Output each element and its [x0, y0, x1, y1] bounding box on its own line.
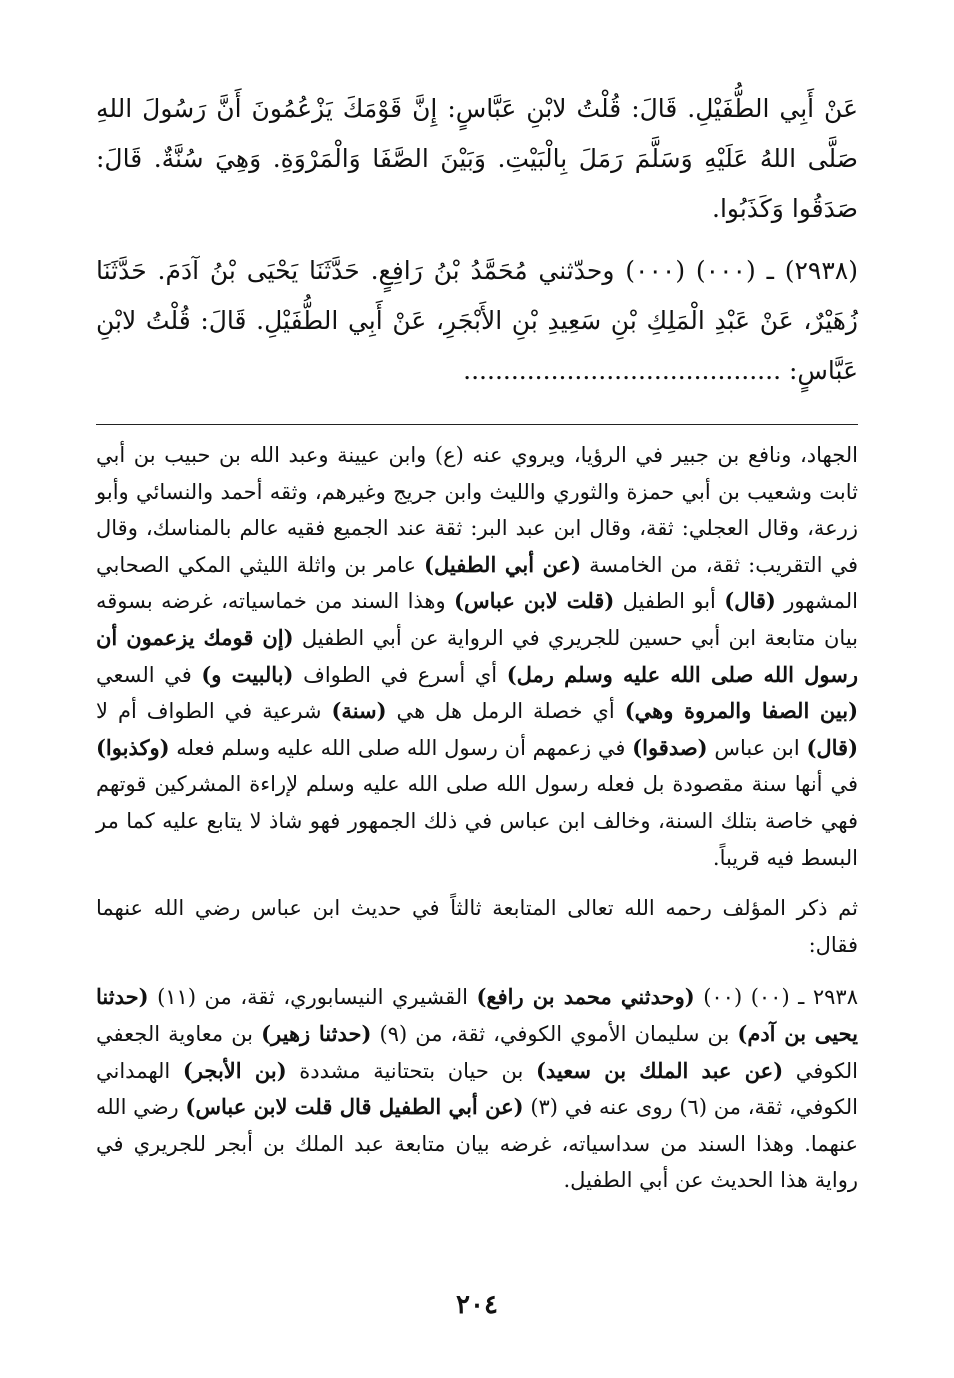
bold-phrase: (قال) [724, 588, 776, 614]
text-run: أبو الطفيل [614, 589, 725, 614]
text-run: في أنها سنة مقصودة بل فعله رسول الله صلى الله عليه وسلم لإراءة المشركين قوتهم فهي خاصة بتلك السنة، وخالف ابن عباس في ذلك الجمهور فهو شاذ لا يتابع عليه كما مر البسط فيه قريباً. [96, 772, 858, 870]
text-run: ٢٩٣٨ ـ (٠٠) (٠٠) [694, 985, 858, 1010]
text-run: القشيري النيسابوري، ثقة، من (١١) [148, 985, 477, 1010]
text-run: شرعية في الطواف أم لا [96, 699, 332, 724]
bold-phrase: (صدقوا) [632, 734, 708, 760]
bold-phrase: (بن الأبجر) [182, 1057, 287, 1083]
hadith-paragraph-2: (٢٩٣٨) ـ (٠٠٠) (٠٠٠) وحدّثني مُحَمَّدُ بْنُ رَافِعٍ. حَدَّثَنَا يَحْيَى بْنُ آدَمَ. حَدَّثَنَا زُهَيْرٌ، عَنْ عَبْدِ الْمَلِكِ بْنِ سَعِيدِ بْنِ الأَبْجَرِ، عَنْ أَبِي الطُّفَيْلِ. قَالَ: قُلْتُ لابْنِ عَبَّاسٍ: ........................................ [96, 256, 858, 385]
text-run: أي خصلة الرمل هل هي [386, 699, 625, 724]
text-run: وهذا السند من خماسياته، غرضه بسوقه بيان متابعة ابن أبي حسين للجريري في الرواية عن أبي الطفيل [96, 589, 858, 650]
hadith-text [96, 84, 858, 396]
bold-phrase: (سنة) [331, 698, 387, 724]
text-run: رضي الله عنهما. وهذا السند من سداسياته، غرضه بيان متابعة عبد الملك بن أبجر للجريري في رواية هذا الحديث عن أبي الطفيل. [96, 1095, 858, 1193]
text-run: بن حيان بتحتانية مشددة [286, 1058, 536, 1083]
bold-phrase: (عن عبد الملك بن سعيد) [535, 1057, 784, 1083]
text-run: ابن عباس [707, 735, 807, 760]
bold-phrase: (حدثنا زهير) [261, 1020, 372, 1046]
page-number: ٢٠٤ [456, 1290, 498, 1320]
commentary-paragraph-2: ثم ذكر المؤلف رحمه الله تعالى المتابعة ثالثاً في حديث ابن عباس رضي الله عنهما فقال: [96, 896, 858, 957]
text-run: بن سليمان الأموي الكوفي، ثقة، من (٩) [371, 1021, 738, 1046]
bold-phrase: (إن قومك يزعمون أن رسول الله صلى الله عليه وسلم رمل) [96, 624, 858, 687]
bold-phrase: (حدثنا يحيى بن آدم) [96, 984, 858, 1046]
text-run: أي أسرع في الطواف [293, 662, 507, 687]
text-run: في زعمهم أن رسول الله صلى الله عليه وسلم فعله [169, 735, 633, 760]
text-run: عامر بن واثلة الليثي المكي الصحابي المشهور [96, 552, 858, 614]
commentary [96, 437, 858, 1199]
bold-phrase: (قال) [806, 734, 859, 760]
commentary-paragraph-1 [96, 437, 858, 876]
bold-phrase: (قلت لابن عباس) [454, 588, 615, 614]
text-run: بن معاوية الجعفي الكوفي [96, 1021, 858, 1083]
bold-phrase: (عن أبي الطفيل) [424, 551, 582, 577]
bold-phrase: (عن أبي الطفيل قال قلت لابن عباس) [185, 1094, 524, 1120]
bold-phrase: (بين الصفا والمروة وهي) [624, 698, 859, 724]
text-run: الجهاد، ونافع بن جبير في الرؤيا، ويروي عنه (ع) وابن عيينة وعبد الله بن حبيب بن أبي ثابت وشعيب بن أبي حمزة والثوري والليث وابن جريج وغيرهم، وثقه أحمد والنسائي وأبو زرعة، وقال العجلي: ثقة، وقال ابن عبد البر: ثقة عند الجميع فقيه عالم بالمناسك، وقال في التقريب: ثقة، من الخامسة [96, 443, 858, 577]
bold-phrase: (وكذبوا) [96, 734, 170, 760]
hadith-paragraph-1: عَنْ أَبِي الطُّفَيْلِ. قَالَ: قُلْتُ لابْنِ عَبَّاسٍ: إِنَّ قَوْمَكَ يَزْعُمُونَ أَنَّ رَسُولَ اللهِ صَلَّى اللهُ عَلَيْهِ وَسَلَّمَ رَمَلَ بِالْبَيْتِ. وَبَيْنَ الصَّفَا وَالْمَرْوَةِ. وَهِيَ سُنَّةٌ. قَالَ: صَدَقُوا وَكَذَبُوا. [96, 94, 858, 223]
bold-phrase: (بالبيت و) [201, 661, 294, 687]
separator-line [96, 424, 858, 425]
text-run: الهمداني الكوفي، ثقة، من (٦) روى عنه في (٣) [96, 1058, 858, 1120]
commentary-paragraph-3 [96, 979, 858, 1199]
text-run: في السعي [96, 662, 202, 687]
bold-phrase: (وحدثني محمد بن رافع) [476, 984, 695, 1010]
